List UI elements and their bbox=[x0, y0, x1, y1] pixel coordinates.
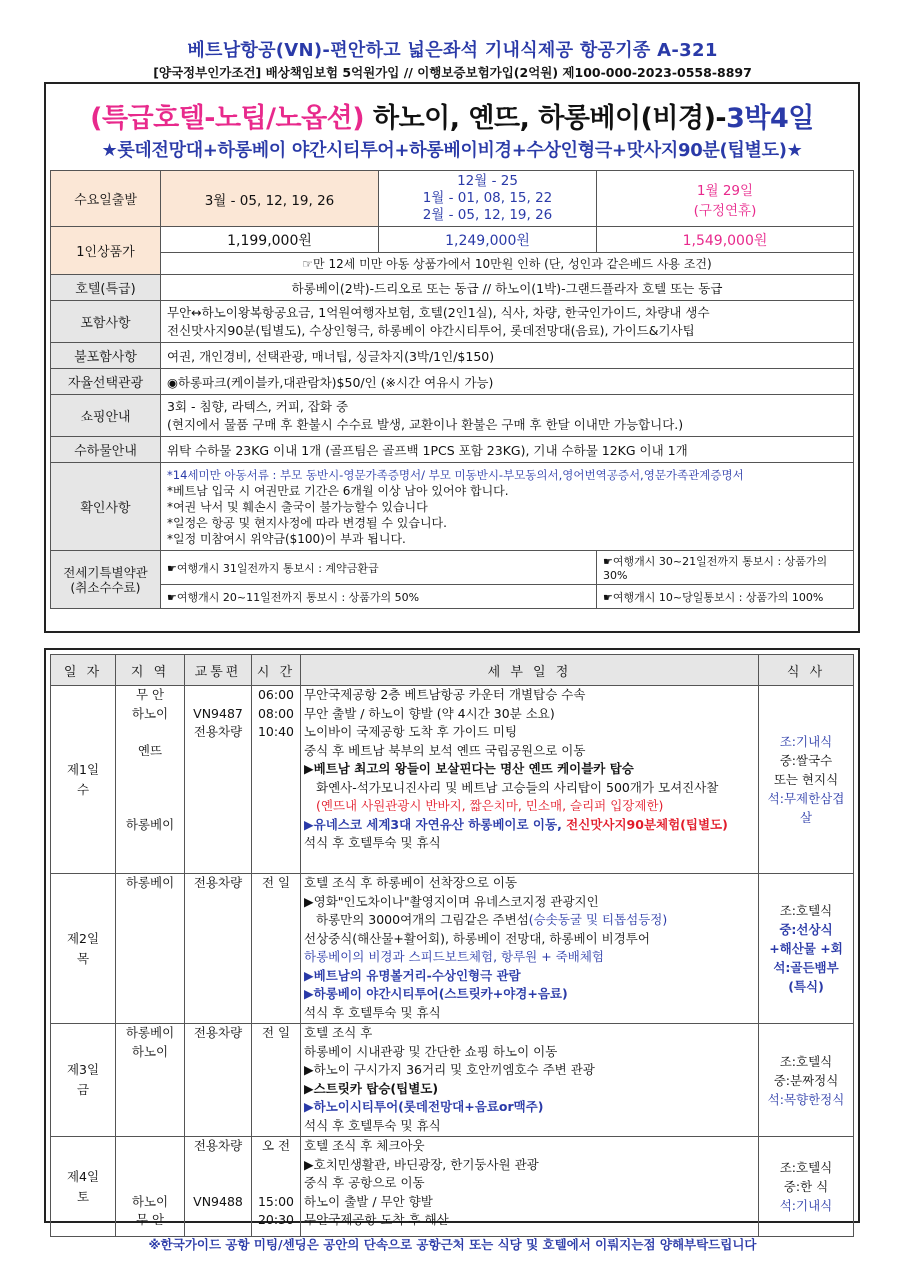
region-hanoi: 하노이 bbox=[131, 1043, 169, 1059]
day2-time bbox=[252, 874, 301, 1024]
hotel-row bbox=[51, 275, 854, 301]
detail-line: 호텔 조식 후 bbox=[304, 1025, 373, 1040]
time-allday: 전 일 bbox=[261, 1025, 291, 1040]
meal-breakfast: 조:호텔식 bbox=[779, 1160, 833, 1175]
time-0600: 06:00 bbox=[257, 687, 295, 702]
shopping-line-1: 3회 - 침향, 라텍스, 커피, 잡화 중 bbox=[167, 398, 349, 414]
detail-islands: 하롱만의 3000여개의 그림같은 주변섬 bbox=[316, 912, 529, 927]
title-tag: (특급호텔-노팁/노옵션) bbox=[90, 103, 365, 134]
detail-line: 호텔 조식 후 체크아웃 bbox=[304, 1138, 425, 1153]
cancel-term-2: ☛여행개시 30~21일전까지 통보시 : 상품가의 30% bbox=[597, 551, 854, 585]
schedule-table bbox=[50, 654, 854, 1237]
region-halong: 하롱베이 bbox=[125, 816, 175, 832]
shopping-value bbox=[161, 395, 854, 437]
schedule-box bbox=[44, 648, 860, 1227]
day1-number: 제1일 bbox=[66, 761, 100, 777]
meal-breakfast: 조:호텔식 bbox=[779, 903, 833, 918]
departure-row bbox=[51, 171, 854, 227]
detail-line: ▶호치민생활관, 바딘광장, 한기둥사원 관광 bbox=[304, 1156, 539, 1172]
cancel-label-1: 전세기특별약관 bbox=[63, 564, 148, 580]
header-license-line: [양국정부인가조건] 배상책임보험 5억원가입 // 이행보증보험가입(2억원) 제100-000-2023-0558-8897 bbox=[153, 65, 752, 80]
detail-line: (옌뜨내 사원관광시 반바지, 짧은치마, 민소매, 슬리퍼 입장제한) bbox=[316, 798, 664, 813]
day2-number: 제2일 bbox=[66, 930, 100, 946]
flight-vn9488: VN9488 bbox=[193, 1193, 243, 1209]
detail-line: 호텔 조식 후 하롱베이 선착장으로 이동 bbox=[304, 875, 518, 890]
detail-line: 중식 후 베트남 북부의 보석 옌뜨 국립공원으로 이동 bbox=[304, 742, 586, 758]
detail-line: 석식 후 호텔투숙 및 휴식 bbox=[304, 1004, 441, 1020]
departure-jan: 1월 - 01, 08, 15, 22 bbox=[422, 190, 553, 206]
header-airline-line: 베트남항공(VN)-편안하고 넓은좌석 기내식제공 항공기종 A-321 bbox=[187, 40, 718, 61]
meal-dinner: 석:골든뱀부 bbox=[773, 960, 839, 975]
check-child-docs: *14세미만 아동서류 : 부모 동반시-영문가족증명서/ 부모 미동반시-부모동의서,영어번역공증서,영문가족관계증명서 bbox=[167, 467, 744, 482]
title-duration: 3박4일 bbox=[726, 103, 814, 134]
title-destinations: 하노이, 옌뜨, 하롱베이(비경)- bbox=[364, 103, 727, 134]
day4-time bbox=[252, 1137, 301, 1237]
shopping-label: 쇼핑안내 bbox=[51, 395, 161, 437]
departure-dates-winter bbox=[379, 171, 597, 227]
region-muan: 무 안 bbox=[135, 1212, 165, 1227]
day2-label bbox=[51, 874, 116, 1024]
day4-details bbox=[301, 1137, 759, 1237]
detail-line: ▶하노이시티투어(롯데전망대+음료or맥주) bbox=[304, 1099, 544, 1114]
check-label: 확인사항 bbox=[51, 463, 161, 551]
day4-transport bbox=[185, 1137, 252, 1237]
included-line-1: 무안↔하노이왕복항공요금, 1억원여행자보험, 호텔(2인1실), 식사, 차량, 한국인가이드, 차량내 생수 bbox=[167, 304, 710, 320]
day4-meals bbox=[759, 1137, 854, 1237]
product-info-box bbox=[44, 82, 860, 633]
detail-line: 중식 후 공항으로 이동 bbox=[304, 1175, 425, 1190]
time-1500: 15:00 bbox=[257, 1193, 295, 1209]
meal-lunch-extra: +해산물 +회 bbox=[769, 941, 843, 956]
footer-note: ※한국가이드 공항 미팅/센딩은 공안의 단속으로 공항근처 또는 식당 및 호텔에서 이뤄지는점 양해부탁드립니다 bbox=[148, 1237, 757, 1252]
price-3: 1,549,000원 bbox=[597, 227, 854, 253]
detail-line: 노이바이 국제공항 도착 후 가이드 미팅 bbox=[304, 724, 518, 739]
departure-dec: 12월 - 25 bbox=[457, 173, 518, 189]
shopping-row bbox=[51, 395, 854, 437]
check-value bbox=[161, 463, 854, 551]
meal-lunch: 중:분짜정식 bbox=[773, 1072, 839, 1088]
product-title bbox=[46, 96, 858, 135]
meal-lunch: 중:쌀국수 bbox=[779, 753, 833, 768]
transport-bus: 전용차량 bbox=[193, 1138, 243, 1153]
cancel-term-1: ☛여행개시 31일전까지 통보시 : 계약금환급 bbox=[161, 551, 597, 585]
cancel-label-2: (취소수수료) bbox=[70, 579, 141, 595]
hotel-label: 호텔(특급) bbox=[51, 275, 161, 301]
day1-weekday: 수 bbox=[76, 781, 90, 797]
cancel-term-3: ☛여행개시 20~11일전까지 통보시 : 상품가의 50% bbox=[161, 585, 597, 609]
departure-dates-march: 3월 - 05, 12, 19, 26 bbox=[161, 171, 379, 227]
region-yentu: 옌뜨 bbox=[137, 742, 163, 758]
detail-line: ▶베트남의 유명볼거리-수상인형극 관람 bbox=[304, 967, 521, 983]
optional-label: 자율선택관광 bbox=[51, 369, 161, 395]
day2-weekday: 목 bbox=[76, 950, 90, 966]
check-line-3: *일정은 항공 및 현지사정에 따라 변경될 수 있습니다. bbox=[167, 515, 447, 530]
detail-line: 석식 후 호텔투숙 및 휴식 bbox=[304, 1117, 441, 1133]
optional-value: ◉하롱파크(케이블카,대관람차)$50/인 (※시간 여유시 가능) bbox=[161, 369, 854, 395]
price-label: 1인상품가 bbox=[51, 227, 161, 275]
day4-weekday: 토 bbox=[76, 1188, 90, 1204]
detail-line: ▶스트릿카 탑승(팁별도) bbox=[304, 1080, 439, 1096]
day3-meals bbox=[759, 1024, 854, 1137]
day1-time bbox=[252, 686, 301, 874]
hotel-value: 하롱베이(2박)-드리오로 또는 동급 // 하노이(1박)-그랜드플라자 호텔 또는 동급 bbox=[161, 275, 854, 301]
day4-row bbox=[51, 1137, 854, 1237]
meal-lunch: 중:선상식 bbox=[779, 922, 833, 937]
day4-number: 제4일 bbox=[66, 1168, 100, 1184]
detail-line: 하롱베이의 비경과 스피드보트체험, 항루원 + 죽배체험 bbox=[304, 949, 604, 964]
baggage-label: 수하물안내 bbox=[51, 437, 161, 463]
detail-line: ▶영화"인도차이나"촬영지이며 유네스코지정 관광지인 bbox=[304, 893, 599, 909]
col-transport: 교통편 bbox=[185, 655, 252, 686]
detail-cave: (승솟동굴 및 티톱섬등정) bbox=[528, 912, 668, 927]
time-1040: 10:40 bbox=[257, 724, 295, 739]
departure-lunar-date: 1월 29일 bbox=[696, 182, 754, 199]
region-hanoi: 하노이 bbox=[131, 705, 169, 721]
detail-massage: 전신맛사지90분체험(팁별도) bbox=[566, 816, 728, 832]
baggage-row bbox=[51, 437, 854, 463]
day4-label bbox=[51, 1137, 116, 1237]
detail-line: 하롱베이 시내관광 및 간단한 쇼핑 하노이 이동 bbox=[304, 1043, 558, 1059]
day3-row bbox=[51, 1024, 854, 1137]
day1-row bbox=[51, 686, 854, 874]
flight-vn9487: VN9487 bbox=[193, 705, 243, 721]
included-value bbox=[161, 301, 854, 343]
detail-line: 무안국제공항 2층 베트남항공 카운터 개별탑승 수속 bbox=[304, 687, 586, 702]
schedule-header-row bbox=[51, 655, 854, 686]
detail-line: 무안 출발 / 하노이 향발 (약 4시간 30분 소요) bbox=[304, 705, 555, 721]
col-meals: 식 사 bbox=[759, 655, 854, 686]
day2-region bbox=[116, 874, 185, 1024]
day3-region bbox=[116, 1024, 185, 1137]
departure-dates-lunar bbox=[597, 171, 854, 227]
meal-dinner: 석:목향한정식 bbox=[767, 1091, 845, 1107]
col-region: 지 역 bbox=[116, 655, 185, 686]
day1-meals bbox=[759, 686, 854, 874]
day1-region bbox=[116, 686, 185, 874]
excluded-value: 여권, 개인경비, 선택관광, 매너팁, 싱글차지(3박/1인/$150) bbox=[161, 343, 854, 369]
check-line-2: *여권 낙서 및 훼손시 출국이 불가능할수 있습니다 bbox=[167, 499, 428, 514]
price-row bbox=[51, 227, 854, 253]
day3-label bbox=[51, 1024, 116, 1137]
meal-lunch: 중:한 식 bbox=[783, 1179, 829, 1194]
time-0800: 08:00 bbox=[257, 705, 295, 721]
included-line-2: 전신맛사지90분(팁별도), 수상인형극, 하롱베이 야간시티투어, 롯데전망대(음료), 가이드&기사팁 bbox=[167, 322, 695, 338]
time-2030: 20:30 bbox=[257, 1212, 295, 1227]
baggage-value: 위탁 수하물 23KG 이내 1개 (골프팀은 골프백 1PCS 포함 23KG), 기내 수하물 12KG 이내 1개 bbox=[161, 437, 854, 463]
detail-line: 선상중식(해산물+활어회), 하롱베이 전망대, 하롱베이 비경투어 bbox=[304, 930, 650, 946]
included-row bbox=[51, 301, 854, 343]
cancel-label bbox=[51, 551, 161, 609]
region-halong: 하롱베이 bbox=[125, 875, 175, 890]
cancel-term-4: ☛여행개시 10~당일통보시 : 상품가의 100% bbox=[597, 585, 854, 609]
info-table bbox=[50, 170, 854, 609]
day3-time bbox=[252, 1024, 301, 1137]
region-hanoi: 하노이 bbox=[131, 1193, 169, 1209]
meal-dinner: 석:기내식 bbox=[779, 1198, 833, 1213]
check-line-1: *베트남 입국 시 여권만료 기간은 6개월 이상 남아 있어야 합니다. bbox=[167, 483, 509, 498]
departure-feb: 2월 - 05, 12, 19, 26 bbox=[422, 207, 553, 223]
optional-row bbox=[51, 369, 854, 395]
detail-line: 하노이 출발 / 무안 향발 bbox=[304, 1193, 433, 1209]
day3-details bbox=[301, 1024, 759, 1137]
day1-transport bbox=[185, 686, 252, 874]
day2-meals bbox=[759, 874, 854, 1024]
meal-dinner: 석:무제한삼겹살 bbox=[767, 791, 845, 825]
meal-dinner-note: (특식) bbox=[788, 979, 824, 994]
col-day: 일 자 bbox=[51, 655, 116, 686]
meal-lunch-alt: 또는 현지식 bbox=[773, 772, 839, 787]
detail-line: 화옌사-석가모니진사리 및 베트남 고승들의 사리탑이 500개가 모셔진사찰 bbox=[316, 779, 719, 795]
time-allday: 전 일 bbox=[261, 875, 291, 890]
detail-halong-move: ▶유네스코 세계3대 자연유산 하롱베이로 이동, bbox=[304, 816, 567, 832]
transport-bus: 전용차량 bbox=[193, 875, 243, 890]
cancel-row-2 bbox=[51, 585, 854, 609]
departure-lunar-note: (구정연휴) bbox=[693, 202, 757, 219]
cancel-row-1 bbox=[51, 551, 854, 585]
day3-transport bbox=[185, 1024, 252, 1137]
detail-line bbox=[304, 911, 755, 930]
day2-transport bbox=[185, 874, 252, 1024]
detail-line: ▶하노이 구시가지 36거리 및 호안끼엠호수 주변 관광 bbox=[304, 1062, 595, 1077]
included-label: 포함사항 bbox=[51, 301, 161, 343]
day3-weekday: 금 bbox=[76, 1082, 90, 1097]
excluded-row bbox=[51, 343, 854, 369]
check-line-4: *일정 미참여시 위약금($100)이 부과 됩니다. bbox=[167, 531, 406, 546]
day4-region bbox=[116, 1137, 185, 1237]
detail-line: ▶하롱베이 야간시티투어(스트릿카+야경+음료) bbox=[304, 986, 568, 1001]
region-halong: 하롱베이 bbox=[125, 1025, 175, 1040]
detail-line: 무안국제공항 도착 후 해산 bbox=[304, 1212, 449, 1227]
price-2: 1,249,000원 bbox=[379, 227, 597, 253]
meal-breakfast: 조:기내식 bbox=[779, 734, 833, 749]
col-details: 세 부 일 정 bbox=[301, 655, 759, 686]
day1-label bbox=[51, 686, 116, 874]
meal-breakfast: 조:호텔식 bbox=[779, 1053, 833, 1069]
day3-number: 제3일 bbox=[66, 1062, 100, 1077]
transport-bus: 전용차량 bbox=[193, 724, 243, 739]
col-time: 시 간 bbox=[252, 655, 301, 686]
detail-line: 석식 후 호텔투숙 및 휴식 bbox=[304, 835, 441, 850]
region-muan: 무 안 bbox=[135, 687, 165, 702]
check-row bbox=[51, 463, 854, 551]
price-note: ☞만 12세 미만 아동 상품가에서 10만원 인하 (단, 성인과 같은베드 사용 조건) bbox=[161, 253, 854, 275]
time-morning: 오 전 bbox=[261, 1138, 291, 1153]
day1-details bbox=[301, 686, 759, 874]
day2-row bbox=[51, 874, 854, 1024]
price-note-row bbox=[51, 253, 854, 275]
price-1: 1,199,000원 bbox=[161, 227, 379, 253]
detail-line: ▶베트남 최고의 왕들이 보살핀다는 명산 옌뜨 케이블카 탑승 bbox=[304, 761, 634, 776]
shopping-line-2: (현지에서 물품 구매 후 환불시 수수료 발생, 교환이나 환불은 구매 후 한달 이내만 가능합니다.) bbox=[167, 416, 684, 432]
detail-line bbox=[304, 816, 755, 835]
excluded-label: 불포함사항 bbox=[51, 343, 161, 369]
transport-bus: 전용차량 bbox=[193, 1025, 243, 1040]
product-subtitle: ★롯데전망대+하롱베이 야간시티투어+하롱베이비경+수상인형극+맛사지90분(팁별도)★ bbox=[101, 140, 803, 161]
departure-label: 수요일출발 bbox=[51, 171, 161, 227]
day2-details bbox=[301, 874, 759, 1024]
